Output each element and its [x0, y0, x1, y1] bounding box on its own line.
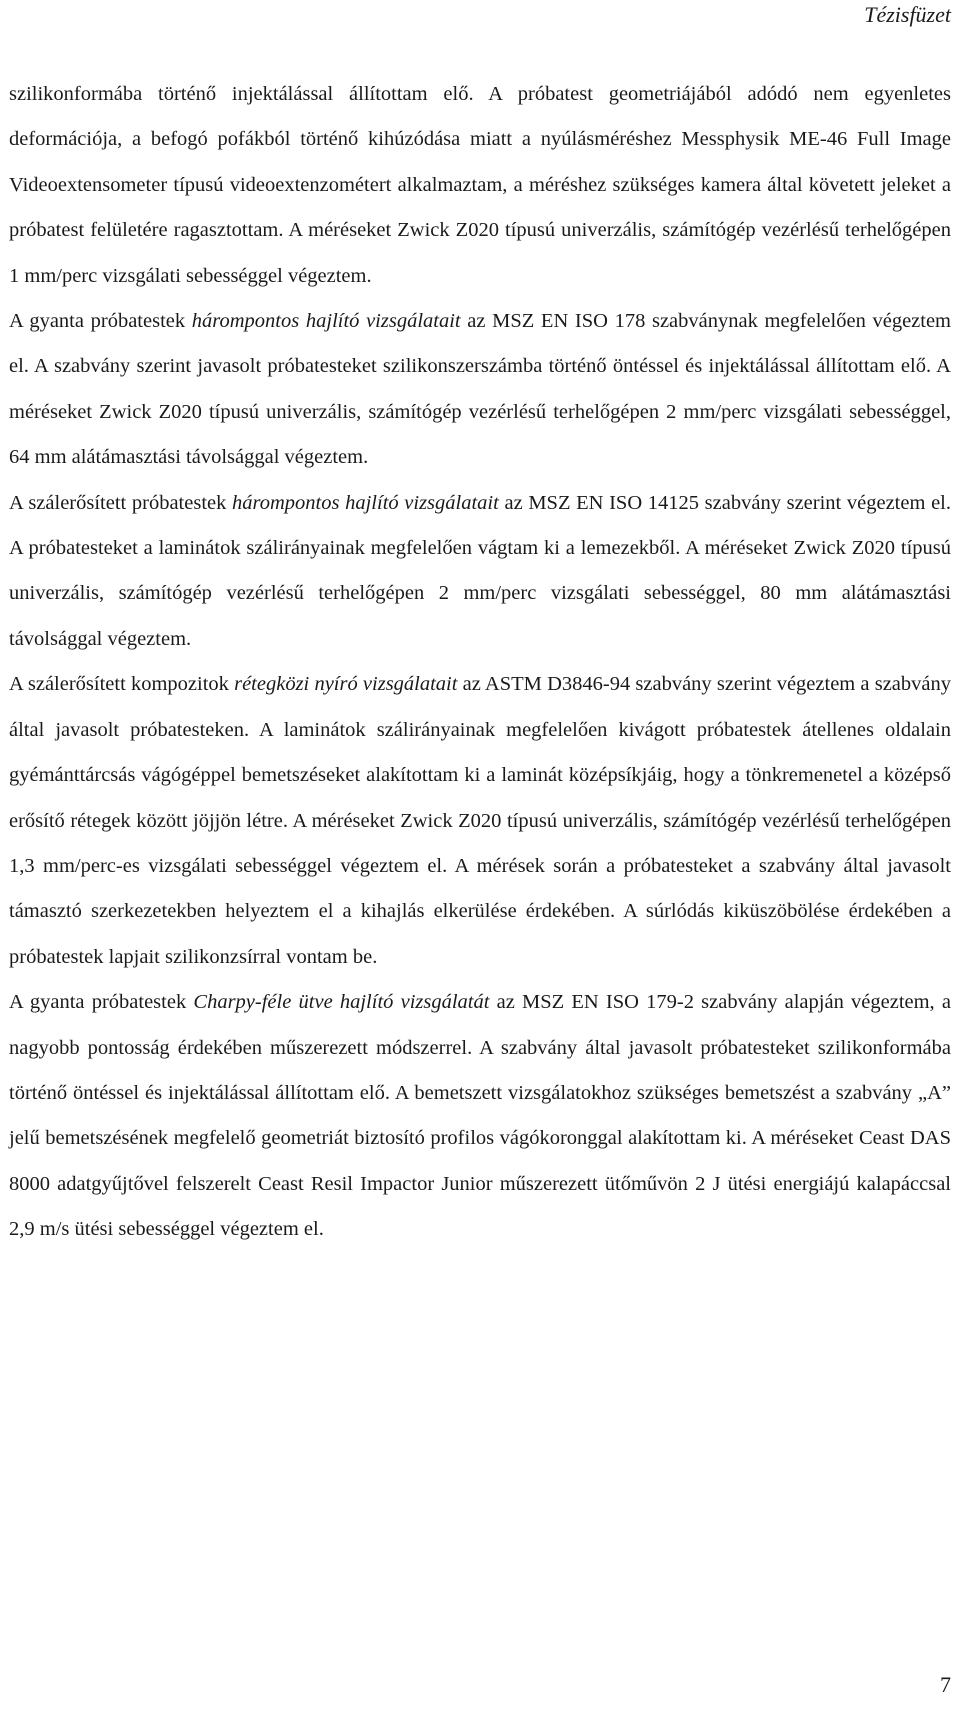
paragraph-text: szilikonformába történő injektálással állítottam elő. A próbatest geometriájából adódó nem egyenletes deformációja, a befogó pofákból történő kihúzódása miatt a nyúlásméréshez Messphysik ME-46 Full Image Videoextensometer típusú videoextenzométert alkalmaztam, a méréshez szükséges kamera által követett jeleket a próbatest felületére ragasztottam. A méréseket Zwick Z020 típusú univerzális, számítógép vezérlésű terhelőgépen 1 mm/perc vizsgálati sebességgel végeztem. [9, 83, 951, 287]
running-header: Tézisfüzet [864, 2, 951, 27]
page-number: 7 [940, 1672, 951, 1697]
paragraph-text: az MSZ EN ISO 179-2 szabvány alapján végeztem, a nagyobb pontosság érdekében műszerezett módszerrel. A szabvány által javasolt próbatesteket szilikonformába történő öntéssel és injektálással állítottam elő. A bemetszett vizsgálatokhoz szükséges bemetszést a szabvány „A” jelű bemetszésének megfelelő geometriát biztosító profilos vágókoronggal alakítottam ki. A méréseket Ceast DAS 8000 adatgyűjtővel felszerelt Ceast Resil Impactor Junior műszerezett ütőművön 2 J ütési energiájú kalapáccsal 2,9 m/s ütési sebességgel végeztem el. [9, 991, 951, 1241]
body-text [9, 72, 951, 1253]
paragraph-charpy-impact [9, 980, 951, 1252]
paragraph-specimen-preparation [9, 72, 951, 299]
paragraph-fiber-three-point-bending [9, 481, 951, 663]
italic-test-name: Charpy-féle ütve hajlító vizsgálatát [193, 991, 490, 1014]
paragraph-interlaminar-shear [9, 662, 951, 980]
italic-test-name: hárompontos hajlító vizsgálatait [191, 310, 461, 333]
paragraph-text: A gyanta próbatestek [9, 310, 192, 333]
paragraph-text: A gyanta próbatestek [9, 991, 194, 1014]
paragraph-text: A szálerősített próbatestek [9, 491, 233, 514]
paragraph-text: az ASTM D3846-94 szabvány szerint végeztem a szabvány által javasolt próbatesteken. A laminátok szálirányainak megfelelően kivágott próbatestek átellenes oldalain gyémánttárcsás vágógéppel bemetszéseket alakítottam ki a laminát középsíkjáig, hogy a tönkremenetel a középső erősítő rétegek között jöjjön létre. A méréseket Zwick Z020 típusú univerzális, számítógép vezérlésű terhelőgépen 1,3 mm/perc-es vizsgálati sebességgel végeztem el. A mérések során a próbatesteket a szabvány által javasolt támasztó szerkezetekben helyeztem el a kihajlás elkerülése érdekében. A súrlódás kiküszöbölése érdekében a próbatestek lapjait szilikonzsírral vontam be. [9, 673, 952, 968]
paragraph-text: az MSZ EN ISO 178 szabványnak megfelelően végeztem el. A szabvány szerint javasolt próbatesteket szilikonszerszámba történő öntéssel és injektálással állítottam elő. A méréseket Zwick Z020 típusú univerzális, számítógép vezérlésű terhelőgépen 2 mm/perc vizsgálati sebességgel, 64 mm alátámasztási távolsággal végeztem. [9, 310, 952, 469]
italic-test-name: hárompontos hajlító vizsgálatait [232, 491, 499, 514]
paragraph-text: az MSZ EN ISO 14125 szabvány szerint végeztem el. A próbatesteket a laminátok szálirányainak megfelelően vágtam ki a lemezekből. A méréseket Zwick Z020 típusú univerzális, számítógép vezérlésű terhelőgépen 2 mm/perc vizsgálati sebességgel, 80 mm alátámasztási távolsággal végeztem. [9, 491, 951, 650]
italic-test-name: rétegközi nyíró vizsgálatait [234, 673, 458, 696]
paragraph-text: A szálerősített kompozitok [9, 673, 235, 696]
paragraph-resin-three-point-bending [9, 299, 951, 481]
